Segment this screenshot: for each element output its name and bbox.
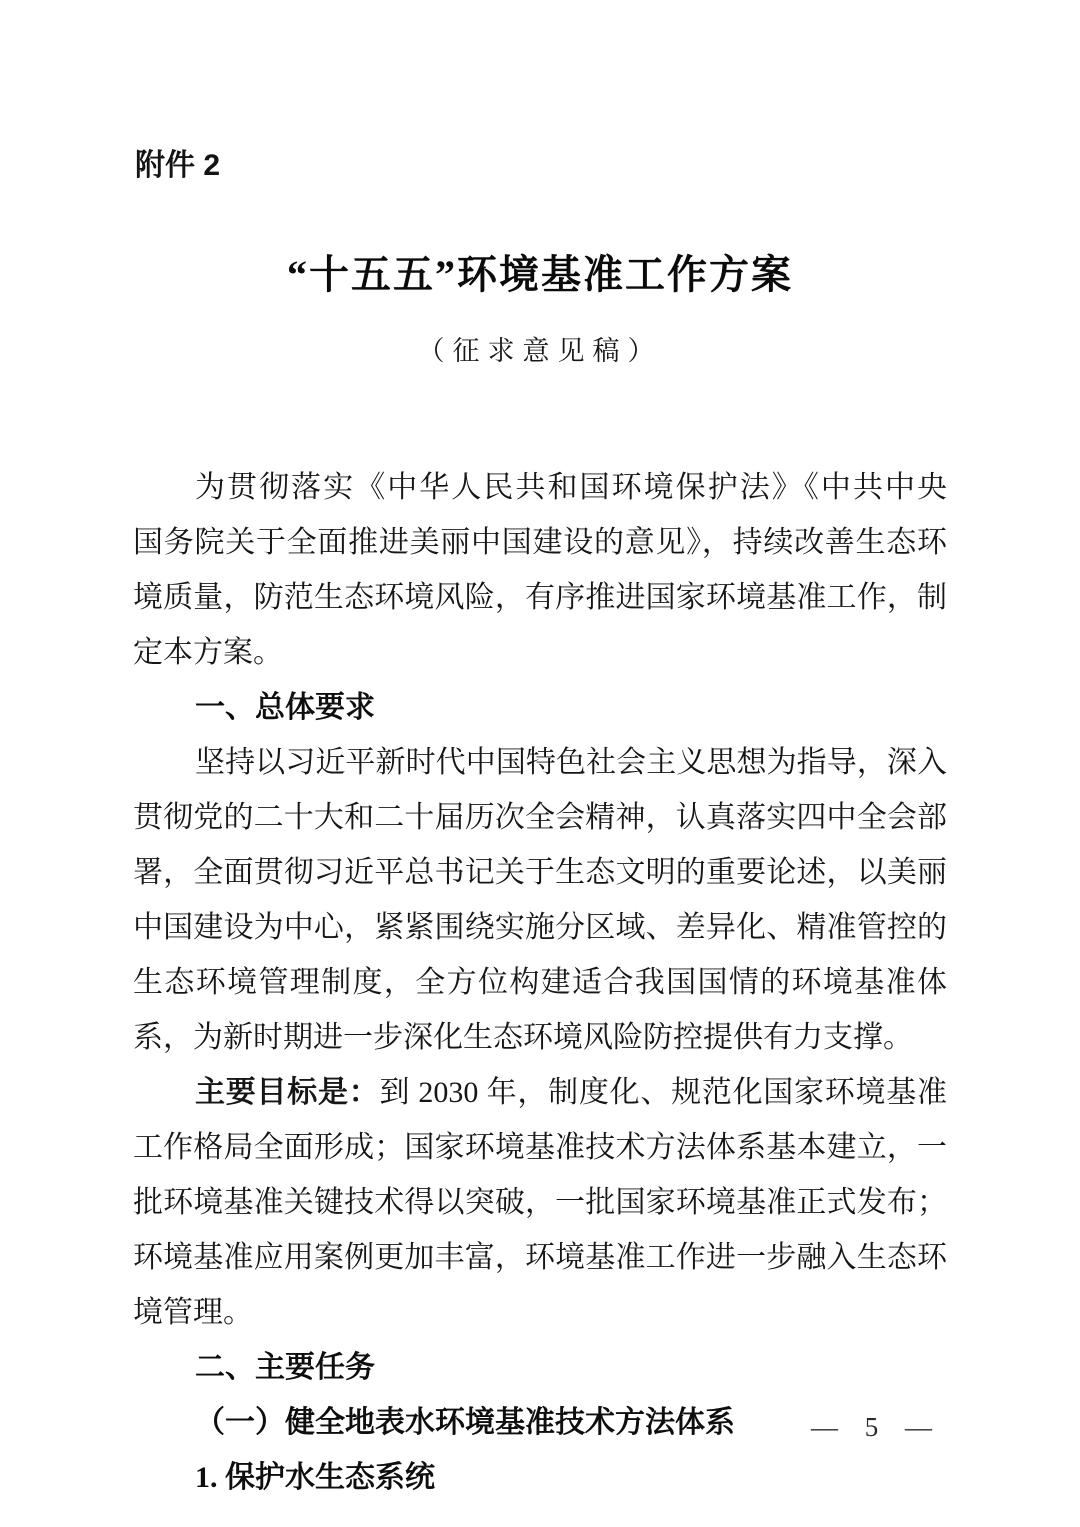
goals-rest-text: 到 2030 年，制度化、规范化国家环境基准工作格局全面形成；国家环境基准技术方法体系基本建立，一批环境基准关键技术得以突破，一批国家环境基准正式发布；环境基准应用案例更加丰富，环境基准工作进一步融入生态环境管理。 — [133, 1076, 948, 1329]
intro-paragraph: 为贯彻落实《中华人民共和国环境保护法》《中共中央 国务院关于全面推进美丽中国建设的意见》，持续改善生态环境质量，防范生态环境风险，有序推进国家环境基准工作，制定本方案。 — [133, 471, 977, 669]
section-1-heading: 一、总体要求 — [195, 691, 375, 724]
section-1-paragraph: 坚持以习近平新时代中国特色社会主义思想为指导，深入贯彻党的二十大和二十届历次全会精神，认真落实四中全会部署，全面贯彻习近平总书记关于生态文明的重要论述，以美丽中国建设为中心，紧紧围绕实施分区域、差异化、精准管控的生态环境管理制度，全方位构建适合我国国情的环境基准体系，为新时期进一步深化生态环境风险防控提供有力支撑。 — [133, 746, 947, 1054]
document-subtitle: （征求意见稿） — [417, 336, 663, 366]
document-title: “十五五”环境基准工作方案 — [287, 252, 793, 297]
section-2-heading: 二、主要任务 — [195, 1351, 375, 1384]
section-2-1-heading: （一）健全地表水环境基准技术方法体系 — [195, 1406, 735, 1439]
page-number: — 5 — — [811, 1412, 942, 1442]
section-2-1-item-1-heading: 1. 保护水生态系统 — [195, 1461, 435, 1494]
attachment-label: 附件 2 — [135, 149, 221, 182]
goals-paragraph — [133, 1065, 947, 1340]
goals-lead-text: 主要目标是： — [195, 1076, 380, 1109]
document-body — [133, 460, 977, 1505]
